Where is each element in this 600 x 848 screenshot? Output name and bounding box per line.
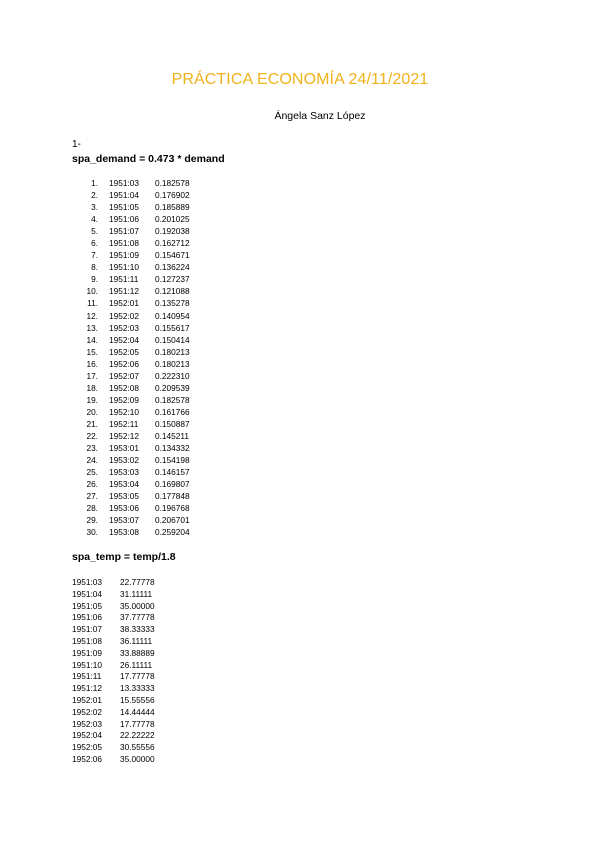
temp-row — [72, 742, 155, 754]
row-value: 0.155617 — [155, 322, 190, 333]
row-index: 22. — [86, 430, 98, 441]
row-date: 1951:08 — [109, 238, 139, 249]
row-value: 26.11111 — [120, 659, 153, 670]
row-value: 14.44444 — [120, 706, 155, 717]
demand-row — [76, 297, 190, 309]
demand-row — [76, 285, 190, 297]
row-value: 0.192038 — [155, 226, 190, 237]
row-date: 1951:10 — [72, 659, 102, 670]
row-value: 0.162712 — [155, 238, 190, 249]
row-value: 0.134332 — [155, 443, 190, 454]
row-index: 8. — [91, 262, 98, 273]
demand-row — [76, 213, 190, 225]
row-date: 1952:02 — [72, 706, 102, 717]
demand-row — [76, 358, 190, 370]
row-date: 1951:11 — [109, 274, 139, 285]
demand-row — [76, 249, 190, 261]
row-date: 1951:11 — [72, 671, 102, 682]
temp-formula: spa_temp = temp/1.8 — [72, 551, 176, 563]
demand-row — [76, 225, 190, 237]
row-index: 14. — [86, 334, 98, 345]
row-value: 22.77778 — [120, 577, 155, 587]
row-index: 21. — [86, 418, 98, 429]
row-value: 38.33333 — [120, 624, 155, 635]
row-index: 1. — [91, 178, 98, 188]
row-value: 0.127237 — [155, 274, 190, 285]
row-date: 1952:04 — [72, 730, 102, 741]
row-date: 1952:03 — [109, 322, 139, 333]
row-index: 18. — [86, 382, 98, 393]
row-index: 2. — [91, 190, 98, 201]
demand-row — [76, 346, 190, 358]
row-index: 19. — [86, 394, 98, 405]
row-value: 37.77778 — [120, 612, 155, 623]
row-date: 1952:02 — [109, 310, 139, 321]
demand-data-list — [76, 177, 190, 538]
demand-row — [76, 466, 190, 478]
temp-row — [72, 754, 155, 766]
row-index: 3. — [91, 202, 98, 213]
row-index: 27. — [86, 491, 98, 502]
row-date: 1951:12 — [109, 286, 139, 297]
row-date: 1951:08 — [72, 635, 102, 646]
author-name: Ángela Sanz López — [274, 110, 366, 122]
demand-row — [76, 514, 190, 526]
row-value: 0.180213 — [155, 346, 190, 357]
temp-row — [72, 730, 155, 742]
row-date: 1952:05 — [72, 742, 102, 753]
row-value: 0.145211 — [155, 430, 189, 441]
row-date: 1951:09 — [109, 250, 139, 261]
temp-row — [72, 683, 155, 695]
temp-row — [72, 695, 155, 707]
row-date: 1953:05 — [109, 491, 139, 502]
row-date: 1951:06 — [72, 612, 102, 623]
row-date: 1953:01 — [109, 443, 139, 454]
temp-row — [72, 577, 155, 589]
temp-row — [72, 719, 155, 731]
temp-data-list — [72, 577, 155, 766]
row-value: 0.176902 — [155, 190, 190, 201]
row-value: 0.182578 — [155, 178, 190, 188]
row-date: 1952:05 — [109, 346, 139, 357]
demand-row — [76, 177, 190, 189]
row-index: 17. — [86, 370, 98, 381]
demand-row — [76, 310, 190, 322]
row-date: 1951:04 — [109, 190, 139, 201]
temp-row — [72, 612, 155, 624]
row-value: 0.182578 — [155, 394, 190, 405]
row-date: 1953:04 — [109, 479, 139, 490]
row-date: 1952:07 — [109, 370, 139, 381]
row-date: 1952:03 — [72, 718, 102, 729]
row-index: 26. — [86, 479, 98, 490]
row-value: 0.259204 — [155, 527, 190, 538]
row-value: 36.11111 — [120, 635, 153, 646]
demand-row — [76, 430, 190, 442]
row-value: 0.209539 — [155, 382, 190, 393]
demand-row — [76, 442, 190, 454]
row-value: 0.169807 — [155, 479, 190, 490]
row-date: 1953:06 — [109, 503, 139, 514]
row-value: 0.196768 — [155, 503, 190, 514]
row-date: 1952:06 — [109, 358, 139, 369]
demand-row — [76, 502, 190, 514]
row-index: 15. — [86, 346, 98, 357]
row-value: 15.55556 — [120, 694, 155, 705]
row-value: 0.177848 — [155, 491, 190, 502]
row-index: 13. — [86, 322, 98, 333]
row-date: 1952:10 — [109, 406, 139, 417]
demand-row — [76, 406, 190, 418]
row-date: 1952:12 — [109, 430, 139, 441]
row-value: 35.00000 — [120, 753, 155, 764]
demand-row — [76, 334, 190, 346]
row-value: 0.150414 — [155, 334, 190, 345]
demand-row — [76, 418, 190, 430]
row-index: 6. — [91, 238, 98, 249]
row-date: 1951:06 — [109, 214, 139, 225]
temp-row — [72, 671, 155, 683]
row-date: 1951:12 — [72, 683, 102, 694]
row-value: 0.222310 — [155, 370, 190, 381]
row-date: 1953:08 — [109, 527, 139, 538]
demand-row — [76, 273, 190, 285]
row-value: 0.146157 — [155, 467, 190, 478]
temp-row — [72, 624, 155, 636]
demand-row — [76, 201, 190, 213]
row-value: 0.150887 — [155, 418, 190, 429]
row-value: 13.33333 — [120, 683, 155, 694]
row-date: 1951:09 — [72, 647, 102, 658]
row-value: 0.185889 — [155, 202, 190, 213]
demand-row — [76, 382, 190, 394]
row-date: 1951:07 — [72, 624, 102, 635]
temp-row — [72, 601, 155, 613]
row-value: 0.161766 — [155, 406, 190, 417]
row-index: 24. — [86, 455, 98, 466]
row-date: 1952:11 — [109, 418, 139, 429]
demand-row — [76, 322, 190, 334]
demand-formula: spa_demand = 0.473 * demand — [72, 153, 225, 165]
row-index: 25. — [86, 467, 98, 478]
row-value: 0.154198 — [155, 455, 190, 466]
row-value: 22.22222 — [120, 730, 155, 741]
demand-row — [76, 261, 190, 273]
row-date: 1951:07 — [109, 226, 139, 237]
row-value: 33.88889 — [120, 647, 155, 658]
row-index: 5. — [91, 226, 98, 237]
row-value: 17.77778 — [120, 671, 155, 682]
demand-row — [76, 394, 190, 406]
demand-row — [76, 490, 190, 502]
row-index: 11. — [87, 298, 98, 309]
row-index: 10. — [86, 286, 98, 297]
row-index: 23. — [86, 443, 98, 454]
demand-row — [76, 189, 190, 201]
demand-row — [76, 237, 190, 249]
row-date: 1953:07 — [109, 515, 139, 526]
row-date: 1953:02 — [109, 455, 139, 466]
section-number: 1- — [72, 139, 81, 150]
row-date: 1952:09 — [109, 394, 139, 405]
row-index: 16. — [86, 358, 98, 369]
row-date: 1951:05 — [72, 600, 102, 611]
row-value: 0.140954 — [155, 310, 190, 321]
row-value: 0.201025 — [155, 214, 190, 225]
row-date: 1952:06 — [72, 753, 102, 764]
row-date: 1951:04 — [72, 588, 102, 599]
demand-row — [76, 526, 190, 538]
row-date: 1951:03 — [72, 577, 102, 587]
row-index: 20. — [86, 406, 98, 417]
temp-row — [72, 636, 155, 648]
row-value: 0.121088 — [155, 286, 190, 297]
demand-row — [76, 478, 190, 490]
row-value: 0.136224 — [155, 262, 190, 273]
row-date: 1952:01 — [109, 298, 139, 309]
document-title: PRÁCTICA ECONOMÍA 24/11/2021 — [171, 71, 429, 88]
row-value: 31.11111 — [120, 588, 153, 599]
row-index: 30. — [86, 527, 98, 538]
row-value: 0.206701 — [155, 515, 190, 526]
row-value: 30.55556 — [120, 742, 155, 753]
row-value: 0.135278 — [155, 298, 190, 309]
row-date: 1952:01 — [72, 694, 102, 705]
temp-row — [72, 660, 155, 672]
temp-row — [72, 589, 155, 601]
demand-row — [76, 454, 190, 466]
row-value: 0.180213 — [155, 358, 190, 369]
demand-row — [76, 370, 190, 382]
row-index: 4. — [91, 214, 98, 225]
row-date: 1951:05 — [109, 202, 139, 213]
row-date: 1951:03 — [109, 178, 139, 188]
row-index: 12. — [86, 310, 98, 321]
row-date: 1951:10 — [109, 262, 139, 273]
row-index: 29. — [86, 515, 98, 526]
row-index: 9. — [91, 274, 98, 285]
row-value: 17.77778 — [120, 718, 155, 729]
row-index: 7. — [91, 250, 98, 261]
row-date: 1952:04 — [109, 334, 139, 345]
row-value: 0.154671 — [155, 250, 190, 261]
row-value: 35.00000 — [120, 600, 155, 611]
temp-row — [72, 707, 155, 719]
temp-row — [72, 648, 155, 660]
row-date: 1953:03 — [109, 467, 139, 478]
row-index: 28. — [86, 503, 98, 514]
row-date: 1952:08 — [109, 382, 139, 393]
